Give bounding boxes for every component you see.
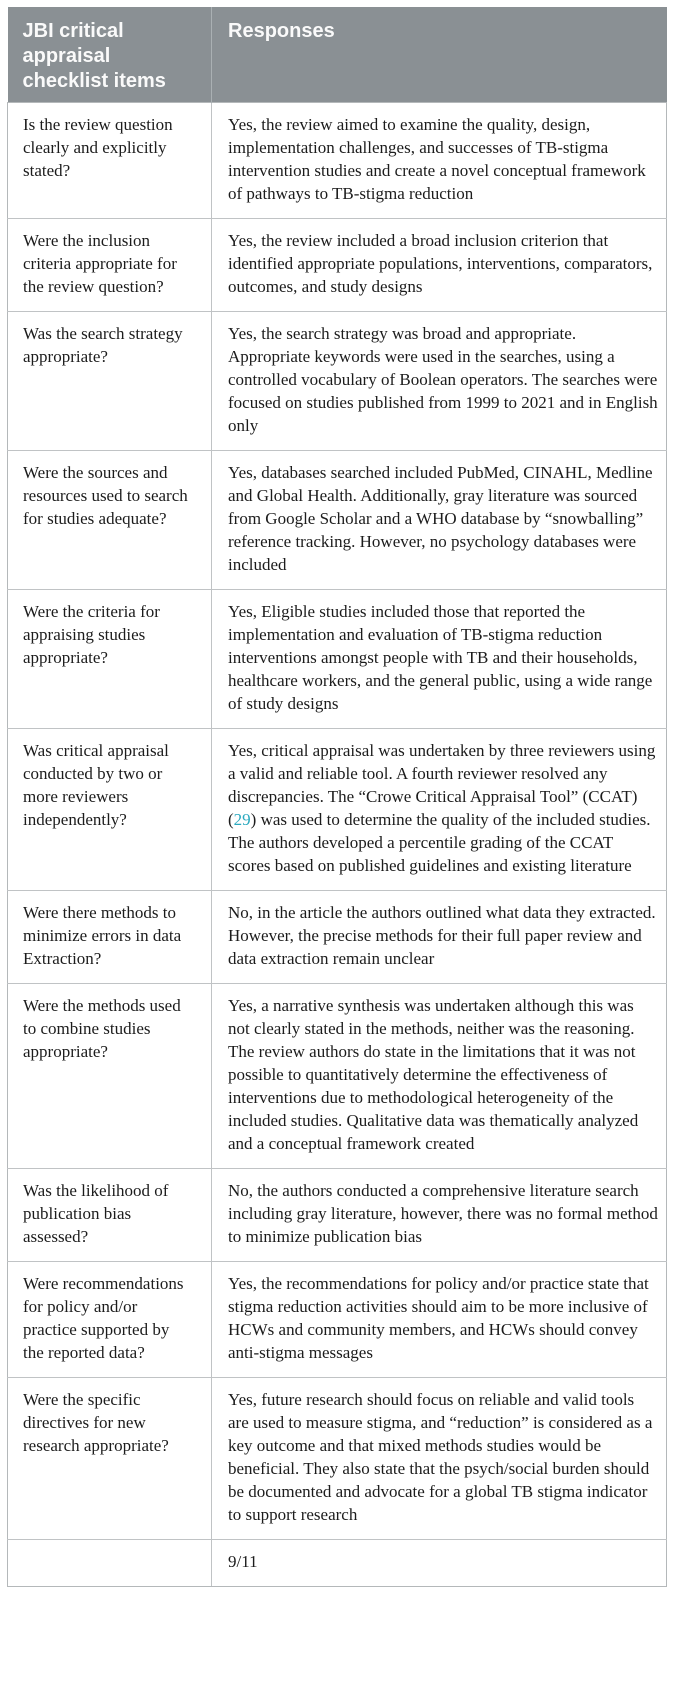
response-cell: No, the authors conducted a comprehensive literature search including gray literature, however, there was no formal method to minimize publication bias: [212, 1169, 667, 1262]
response-cell: Yes, the recommendations for policy and/or practice state that stigma reduction activities should aim to be more inclusive of HCWs and community members, and HCWs should convey anti-stigma messages: [212, 1262, 667, 1378]
checklist-item-cell: Was the search strategy appropriate?: [8, 312, 212, 451]
response-cell: Yes, future research should focus on reliable and valid tools are used to measure stigma, and “reduction” is considered as a key outcome and that mixed methods studies would be beneficial. They also state that the psych/social burden should be documented and advocate for a global TB stigma indicator to support research: [212, 1378, 667, 1540]
response-cell: Yes, the search strategy was broad and appropriate. Appropriate keywords were used in the searches, using a controlled vocabulary of Boolean operators. The searches were focused on studies published from 1999 to 2021 and in English only: [212, 312, 667, 451]
table-row: [8, 219, 667, 312]
checklist-item-cell: Were recommendations for policy and/or practice supported by the reported data?: [8, 1262, 212, 1378]
checklist-item-cell: Was the likelihood of publication bias assessed?: [8, 1169, 212, 1262]
table-row: [8, 1262, 667, 1378]
table-row: [8, 729, 667, 891]
table-row: [8, 891, 667, 984]
table-row: [8, 312, 667, 451]
checklist-item-cell: Is the review question clearly and explicitly stated?: [8, 103, 212, 219]
response-cell: Yes, the review aimed to examine the quality, design, implementation challenges, and successes of TB-stigma intervention studies and create a novel conceptual framework of pathways to TB-stigma reduction: [212, 103, 667, 219]
response-cell: Yes, databases searched included PubMed, CINAHL, Medline and Global Health. Additionally, gray literature was sourced from Google Scholar and a WHO database by “snowballing” reference tracking. However, no psychology databases were included: [212, 451, 667, 590]
header-responses: Responses: [212, 7, 667, 103]
response-cell: [212, 729, 667, 891]
checklist-item-cell: Were the specific directives for new research appropriate?: [8, 1378, 212, 1540]
checklist-item-cell: Were the criteria for appraising studies appropriate?: [8, 590, 212, 729]
reference-link-29[interactable]: 29: [233, 810, 251, 829]
checklist-item-cell: Were there methods to minimize errors in data Extraction?: [8, 891, 212, 984]
response-cell: No, in the article the authors outlined what data they extracted. However, the precise methods for their full paper review and data extraction remain unclear: [212, 891, 667, 984]
response-cell: Yes, the review included a broad inclusion criterion that identified appropriate populations, interventions, comparators, outcomes, and study designs: [212, 219, 667, 312]
response-text: Yes, critical appraisal was undertaken by three reviewers using a valid and reliable tool. A fourth reviewer resolved any discrepancies. The “Crowe Critical Appraisal Tool” (CCAT) (: [228, 741, 656, 829]
table-row: [8, 984, 667, 1169]
checklist-item-cell: Were the methods used to combine studies appropriate?: [8, 984, 212, 1169]
jbi-checklist-table: [7, 7, 667, 1587]
checklist-item-cell: Were the sources and resources used to search for studies adequate?: [8, 451, 212, 590]
response-text: ) was used to determine the quality of the included studies. The authors developed a percentile grading of the CCAT scores based on published guidelines and existing literature: [228, 810, 651, 875]
table-header: [8, 7, 667, 103]
table-row: [8, 103, 667, 219]
checklist-item-cell: Was critical appraisal conducted by two or more reviewers independently?: [8, 729, 212, 891]
table-row: [8, 590, 667, 729]
checklist-item-cell: [8, 1540, 212, 1587]
response-cell: Yes, Eligible studies included those that reported the implementation and evaluation of TB-stigma reduction interventions amongst people with TB and their households, healthcare workers, and the general public, using a wide range of study designs: [212, 590, 667, 729]
score-cell: 9/11: [212, 1540, 667, 1587]
header-checklist-items: JBI critical appraisal checklist items: [8, 7, 212, 103]
response-cell: Yes, a narrative synthesis was undertaken although this was not clearly stated in the methods, neither was the reasoning. The review authors do state in the limitations that it was not possible to quantitatively determine the effectiveness of interventions due to methodological heterogeneity of the included studies. Qualitative data was thematically analyzed and a conceptual framework created: [212, 984, 667, 1169]
table-row: [8, 1540, 667, 1587]
table-row: [8, 451, 667, 590]
table-row: [8, 1169, 667, 1262]
checklist-item-cell: Were the inclusion criteria appropriate for the review question?: [8, 219, 212, 312]
table-row: [8, 1378, 667, 1540]
